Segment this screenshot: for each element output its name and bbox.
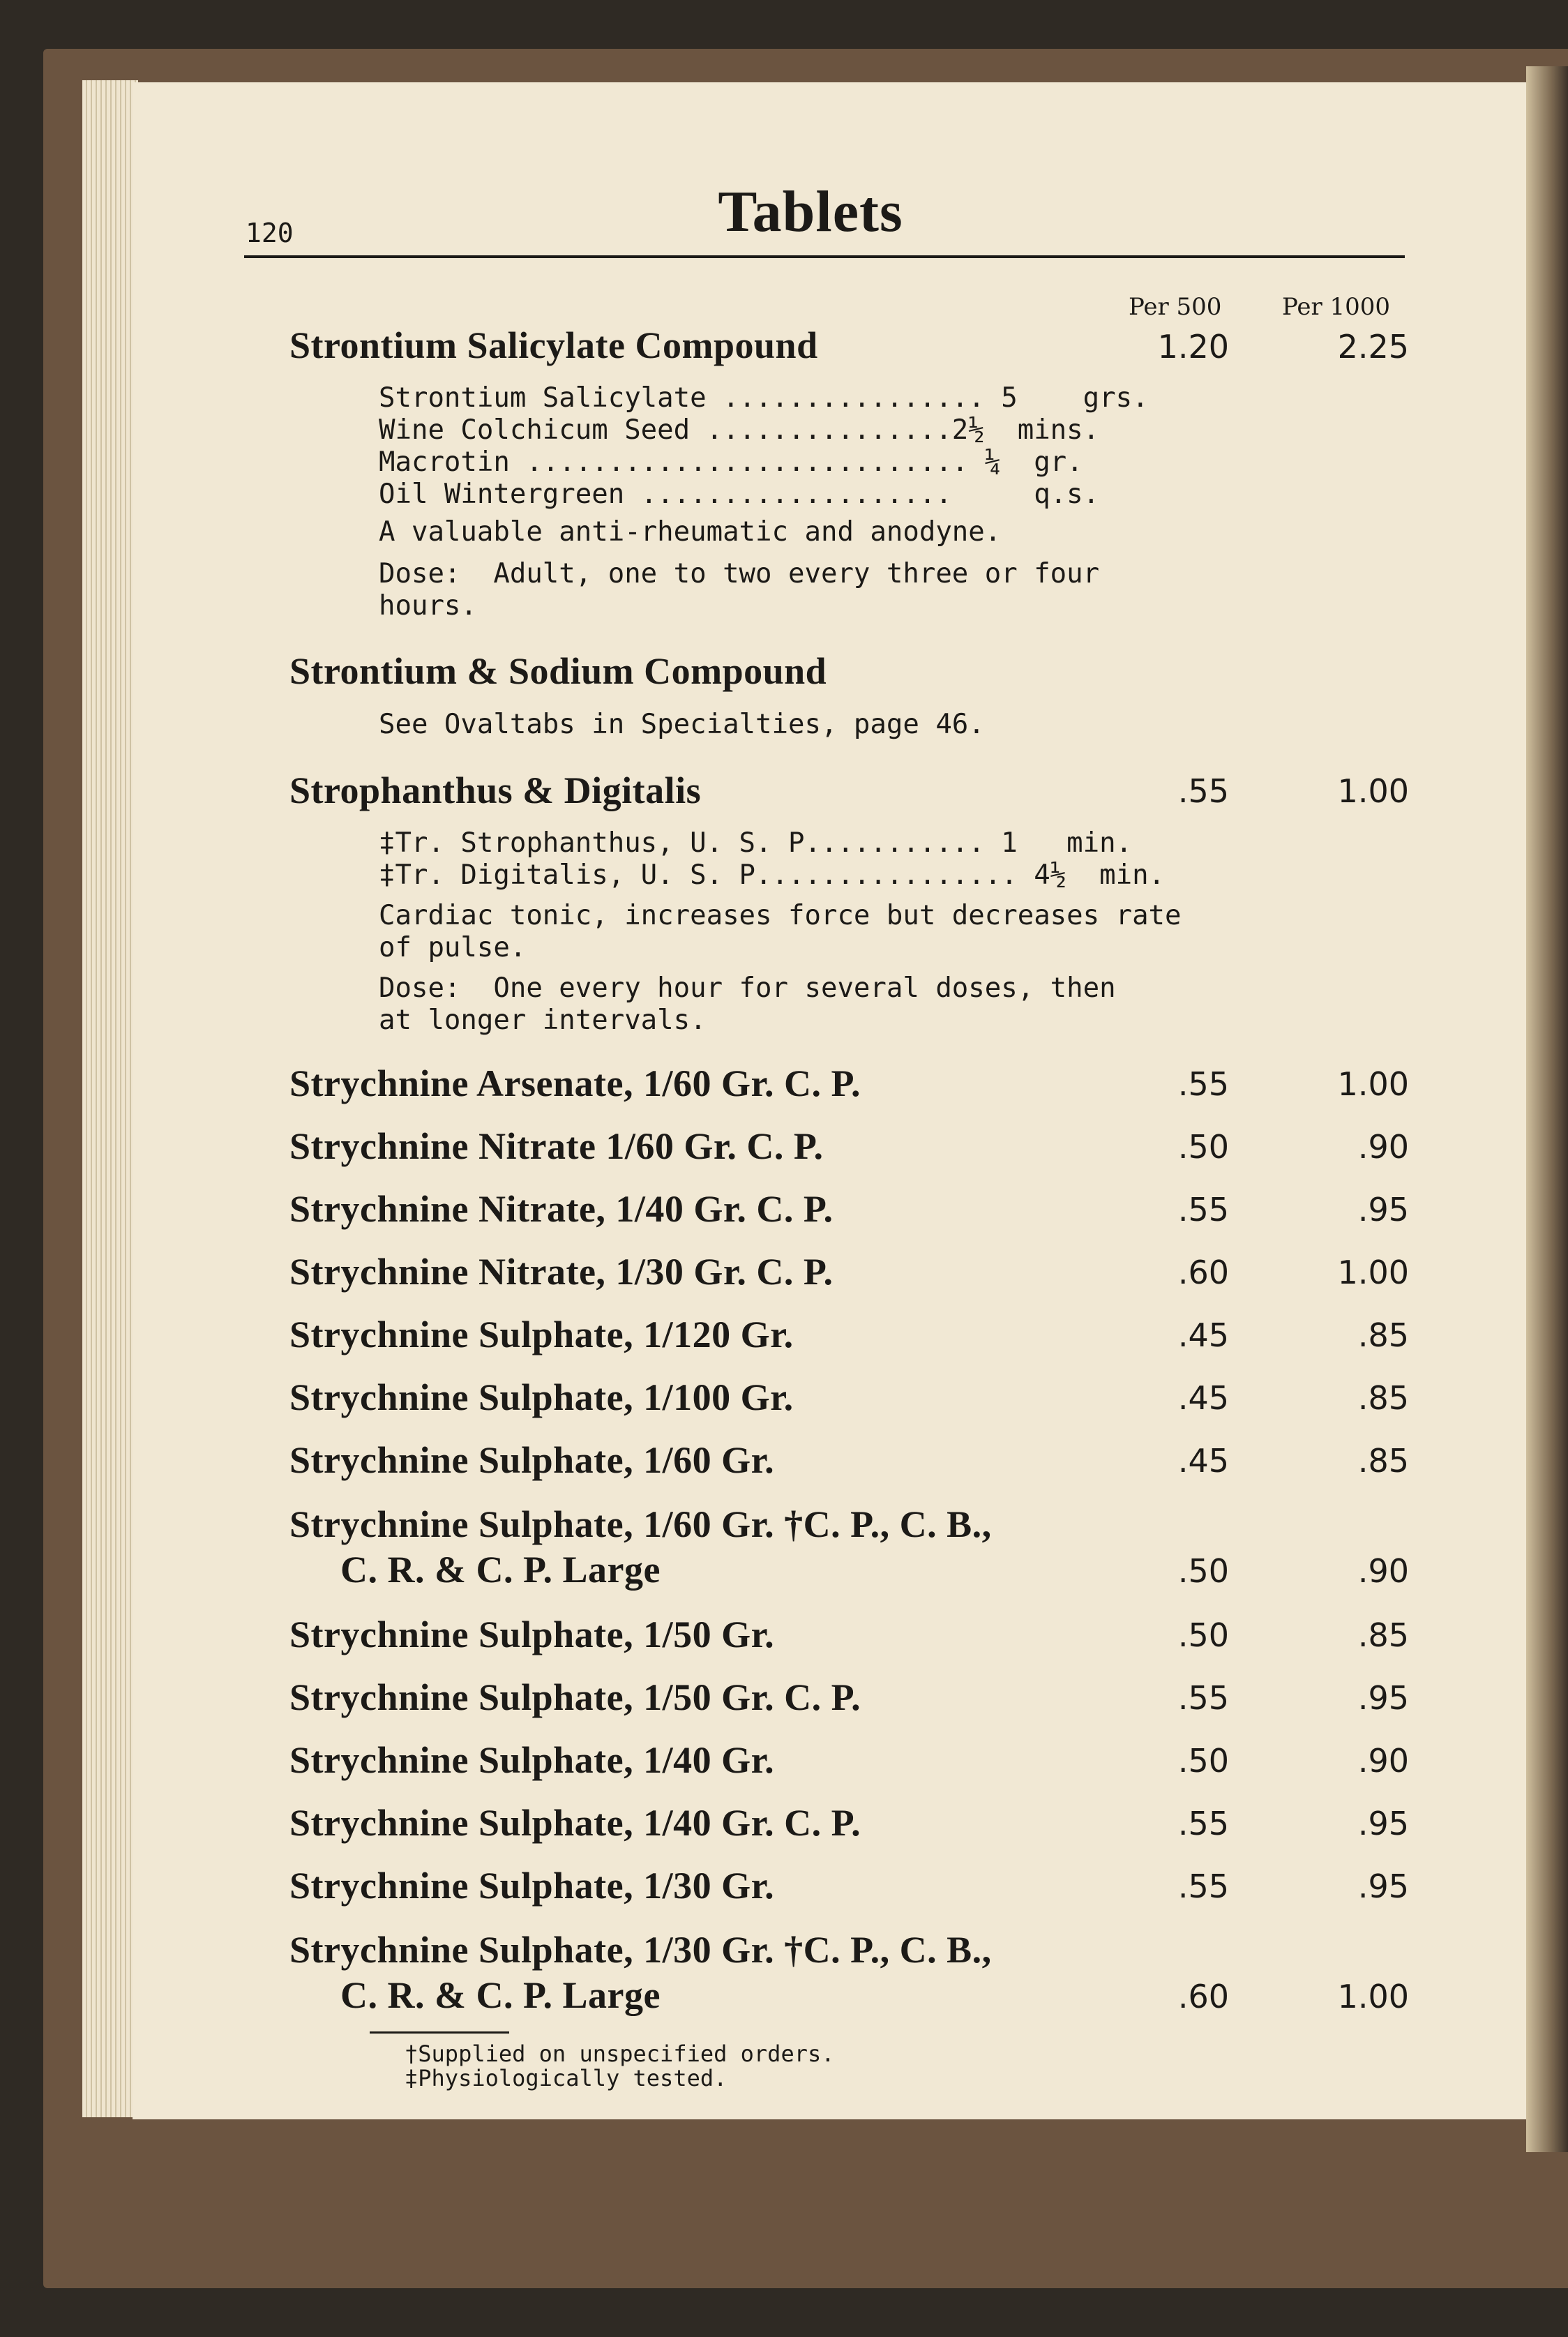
price-per-1000: .90 bbox=[1357, 1552, 1409, 1590]
price-per-500: .55 bbox=[1177, 1805, 1229, 1842]
price-per-500: .45 bbox=[1177, 1316, 1229, 1354]
product-name: Strychnine Sulphate, 1/50 Gr. C. P. bbox=[289, 1676, 861, 1718]
book-gutter bbox=[1526, 66, 1568, 2152]
product-name: Strychnine Arsenate, 1/60 Gr. C. P. bbox=[289, 1062, 861, 1104]
price-per-1000: .95 bbox=[1357, 1868, 1409, 1905]
footnote: †Supplied on unspecified orders. bbox=[405, 2041, 835, 2067]
product-name: Strychnine Sulphate, 1/50 Gr. bbox=[289, 1614, 775, 1655]
price-per-500: .50 bbox=[1177, 1616, 1229, 1654]
price-per-500: .60 bbox=[1177, 1978, 1229, 2015]
description-line: Cardiac tonic, increases force but decreases rate bbox=[379, 900, 1182, 931]
price-per-1000: 1.00 bbox=[1337, 772, 1409, 810]
price-per-500: .55 bbox=[1177, 1868, 1229, 1905]
ingredient-line: Wine Colchicum Seed ...............2½ mins. bbox=[379, 414, 1100, 446]
column-header-per-500: Per 500 bbox=[1129, 293, 1222, 321]
product-name: Strychnine Sulphate, 1/60 Gr. †C. P., C. B., bbox=[289, 1503, 992, 1545]
price-per-1000: 2.25 bbox=[1337, 328, 1409, 366]
dose-line: hours. bbox=[379, 590, 477, 622]
description-line: See Ovaltabs in Specialties, page 46. bbox=[379, 709, 985, 740]
price-per-1000: .85 bbox=[1357, 1379, 1409, 1417]
price-per-500: .55 bbox=[1177, 1191, 1229, 1228]
product-name: Strychnine Sulphate, 1/100 Gr. bbox=[289, 1376, 794, 1418]
price-per-1000: .85 bbox=[1357, 1616, 1409, 1654]
product-name: Strychnine Sulphate, 1/40 Gr. bbox=[289, 1739, 775, 1781]
price-per-500: .50 bbox=[1177, 1128, 1229, 1166]
description-line: of pulse. bbox=[379, 932, 527, 963]
page-number: 120 bbox=[246, 218, 294, 248]
product-name: Strychnine Nitrate, 1/40 Gr. C. P. bbox=[289, 1188, 834, 1230]
price-per-1000: .95 bbox=[1357, 1805, 1409, 1842]
dose-line: at longer intervals. bbox=[379, 1005, 707, 1036]
page-header bbox=[244, 178, 1405, 258]
page-title: Tablets bbox=[718, 179, 903, 244]
product-name: Strychnine Sulphate, 1/30 Gr. bbox=[289, 1865, 775, 1907]
product-name: Strychnine Sulphate, 1/40 Gr. C. P. bbox=[289, 1802, 861, 1844]
product-name: Strychnine Sulphate, 1/60 Gr. bbox=[289, 1439, 775, 1481]
price-per-500: .50 bbox=[1177, 1552, 1229, 1590]
ingredient-line: Macrotin ........................... ¼ gr. bbox=[379, 446, 1083, 478]
product-name: Strychnine Sulphate, 1/120 Gr. bbox=[289, 1314, 794, 1355]
dose-line: Dose: Adult, one to two every three or four bbox=[379, 558, 1100, 589]
product-name-continued: C. R. & C. P. Large bbox=[340, 1974, 661, 2016]
price-per-1000: .85 bbox=[1357, 1316, 1409, 1354]
product-name: Strychnine Nitrate, 1/30 Gr. C. P. bbox=[289, 1251, 834, 1293]
footnote: ‡Physiologically tested. bbox=[405, 2065, 728, 2091]
price-per-1000: .95 bbox=[1357, 1679, 1409, 1717]
ingredient-line: ‡Tr. Digitalis, U. S. P................ 4½ min. bbox=[379, 859, 1166, 891]
price-per-500: .45 bbox=[1177, 1379, 1229, 1417]
price-per-500: .55 bbox=[1177, 1065, 1229, 1103]
product-name-continued: C. R. & C. P. Large bbox=[340, 1549, 661, 1591]
ingredient-line: ‡Tr. Strophanthus, U. S. P........... 1 min. bbox=[379, 827, 1133, 859]
price-per-1000: .90 bbox=[1357, 1128, 1409, 1166]
ingredient-line: Strontium Salicylate ................ 5 grs. bbox=[379, 382, 1149, 414]
price-per-500: .50 bbox=[1177, 1742, 1229, 1780]
price-per-1000: 1.00 bbox=[1337, 1065, 1409, 1103]
price-per-500: .60 bbox=[1177, 1254, 1229, 1291]
price-per-500: 1.20 bbox=[1157, 328, 1229, 366]
price-per-1000: .90 bbox=[1357, 1742, 1409, 1780]
price-per-500: .45 bbox=[1177, 1442, 1229, 1480]
price-per-500: .55 bbox=[1177, 772, 1229, 810]
description-line: A valuable anti-rheumatic and anodyne. bbox=[379, 516, 1002, 548]
dose-line: Dose: One every hour for several doses, then bbox=[379, 972, 1116, 1004]
column-header-per-1000: Per 1000 bbox=[1282, 293, 1391, 321]
page-edges bbox=[82, 80, 138, 2117]
product-name: Strychnine Sulphate, 1/30 Gr. †C. P., C. B., bbox=[289, 1929, 992, 1971]
ingredient-line: Oil Wintergreen ................... q.s. bbox=[379, 479, 1100, 510]
price-per-500: .55 bbox=[1177, 1679, 1229, 1717]
product-name: Strychnine Nitrate 1/60 Gr. C. P. bbox=[289, 1125, 824, 1167]
product-name: Strophanthus & Digitalis bbox=[289, 769, 702, 811]
footnote-rule bbox=[370, 2031, 509, 2034]
product-name: Strontium & Sodium Compound bbox=[289, 650, 827, 692]
product-name: Strontium Salicylate Compound bbox=[289, 324, 818, 366]
price-per-1000: 1.00 bbox=[1337, 1978, 1409, 2015]
price-per-1000: .85 bbox=[1357, 1442, 1409, 1480]
price-per-1000: .95 bbox=[1357, 1191, 1409, 1228]
price-per-1000: 1.00 bbox=[1337, 1254, 1409, 1291]
